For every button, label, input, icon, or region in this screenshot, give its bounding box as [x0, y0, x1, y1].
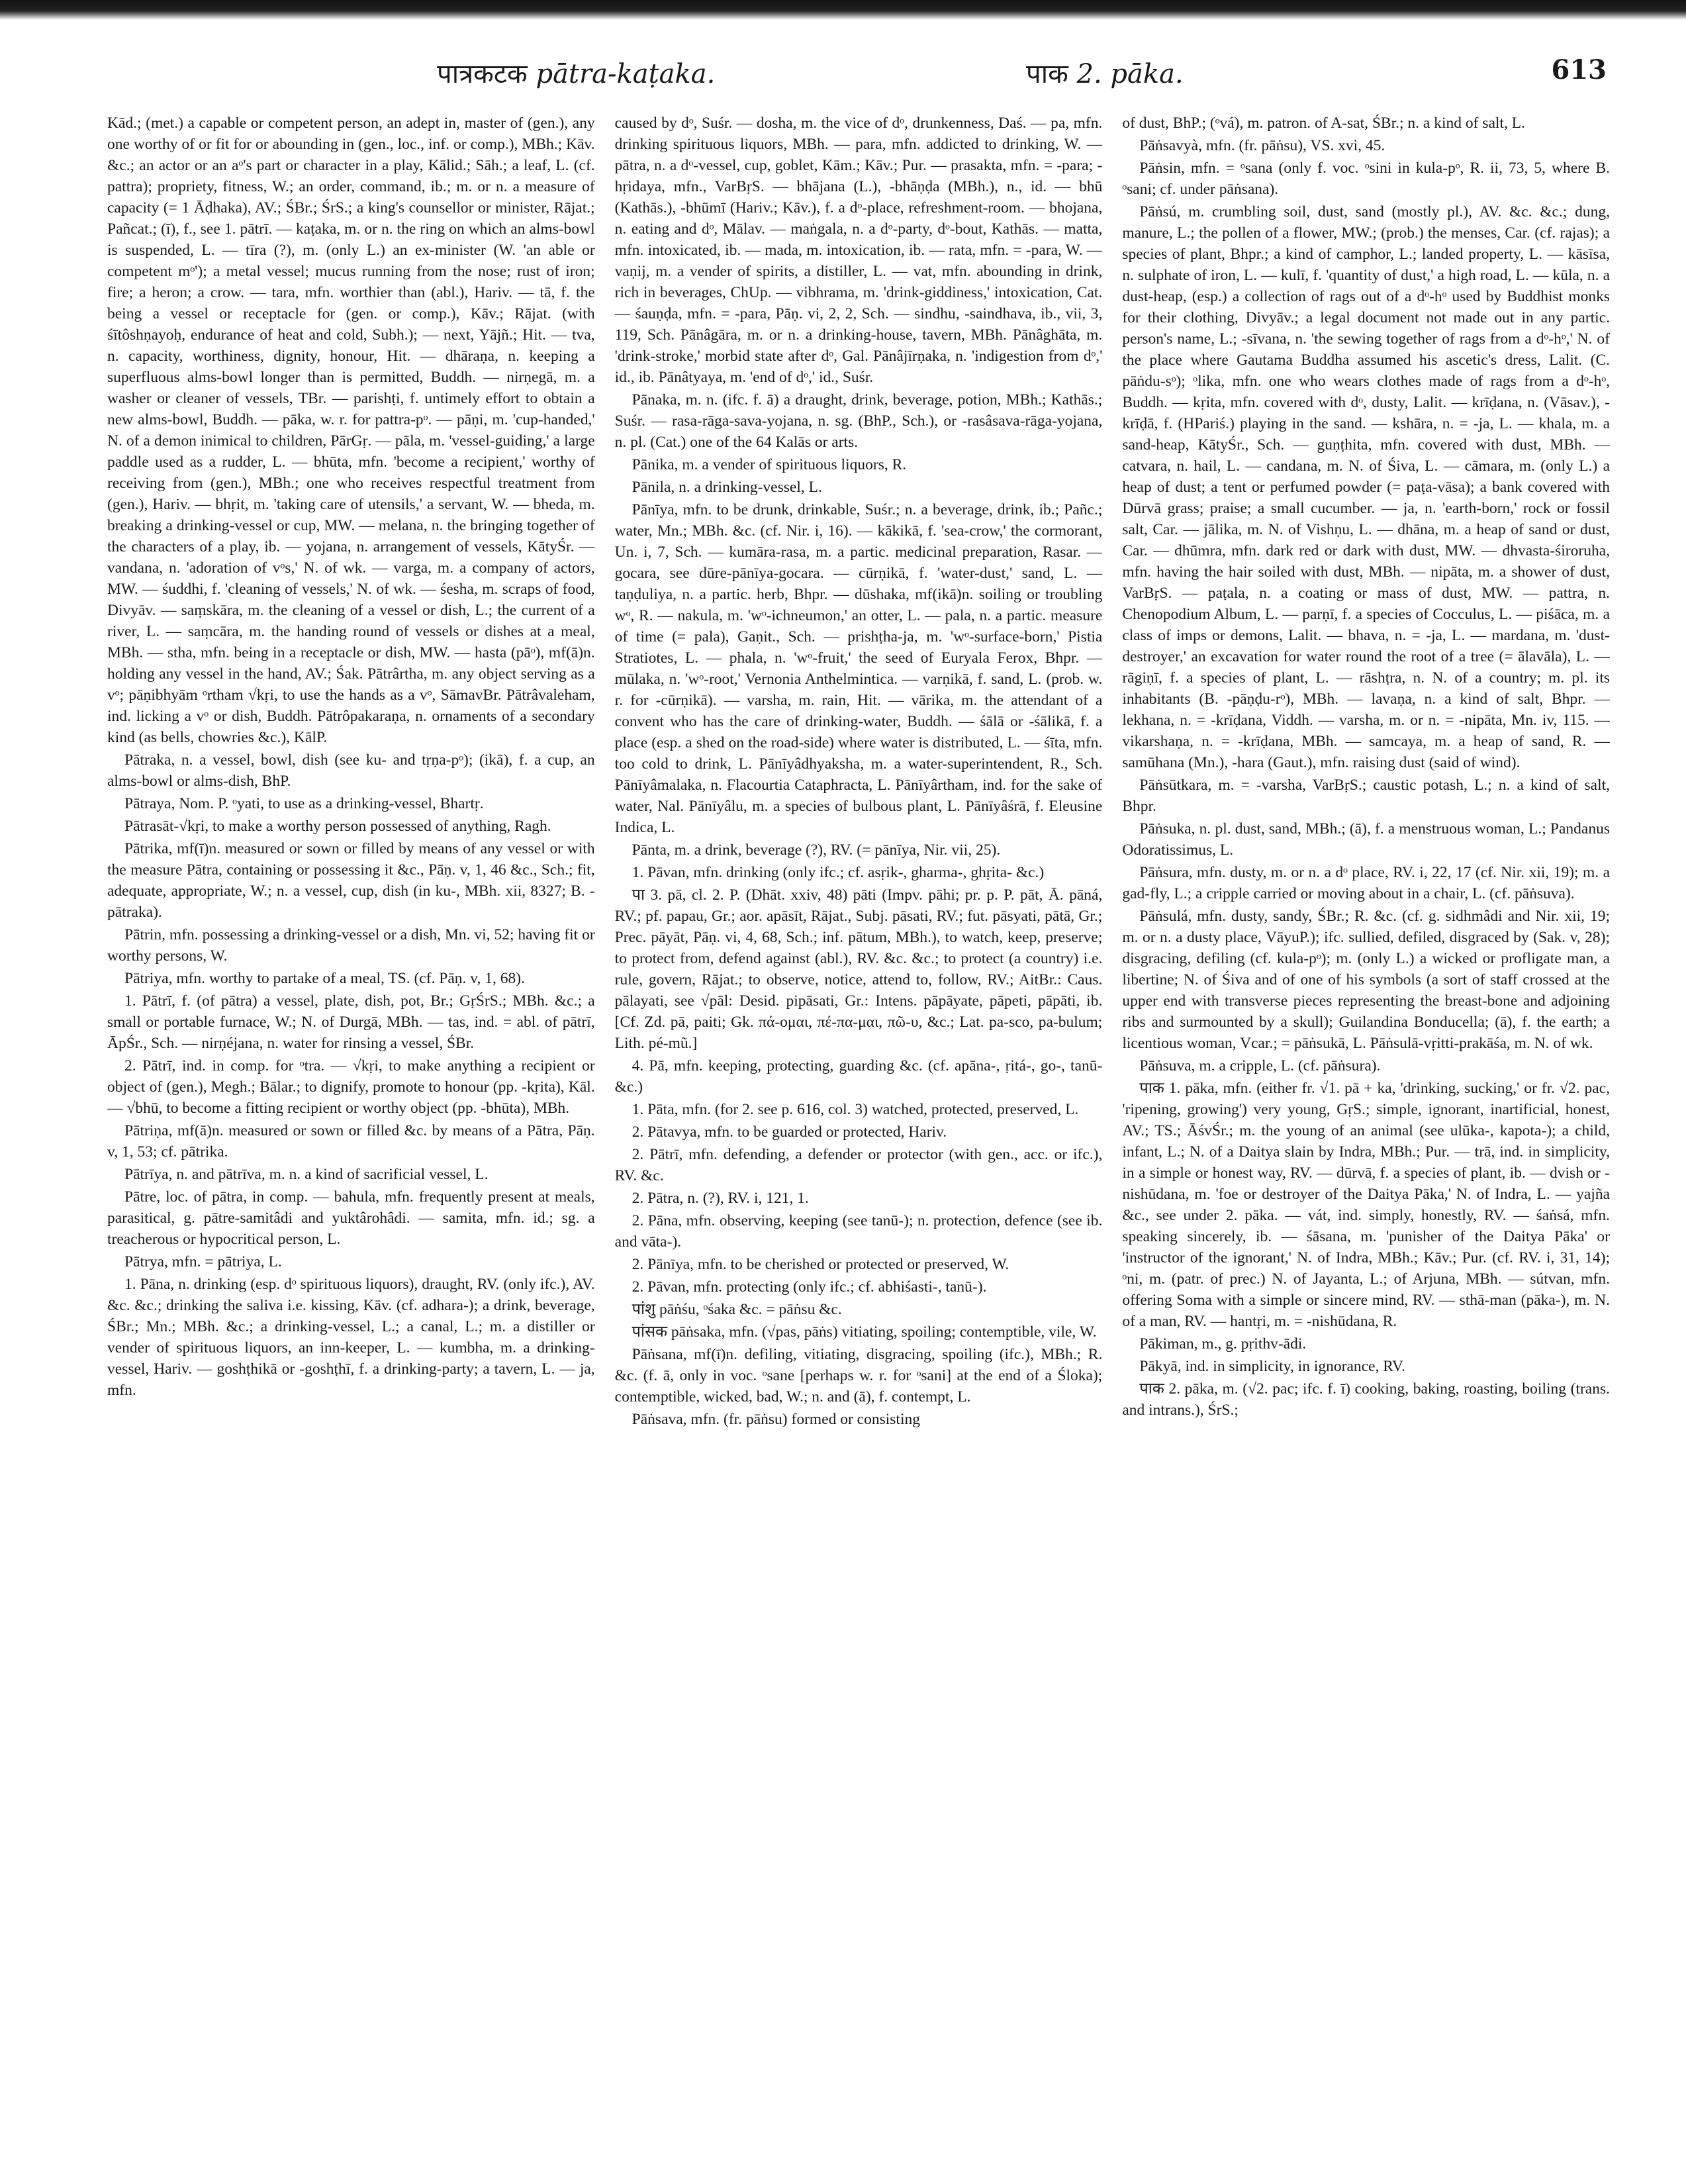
- dictionary-entry: Pāṅsin, mfn. = ᵒsana (only f. voc. ᵒsini in kula-pᵒ, R. ii, 73, 5, where B. ᵒsani; cf. under pāṅsana).: [1122, 160, 1611, 198]
- running-head-left-roman: pātra-kaṭaka.: [536, 59, 716, 89]
- dictionary-entry: पाक 1. pāka, mfn. (either fr. √1. pā + ka, 'drinking, sucking,' or fr. √2. pac, 'ripening, growing') very young, GṛS.; simple, ignorant, inartificial, honest, AV.; TS.; ĀśvŚr.; m. the young of an animal (see ulūka-, kapota-); a child, infant, L.; N. of a Daitya slain by Indra, MBh.; Pur. — trā, ind. in simplicity, in a simple or honest way, RV. — dūrvā, f. a species of plant, ib. — dvish or -nishūdana, m. 'foe or destroyer of the Daitya Pāka,' N. of Indra, L. — yajña &c., see under 2. pāka. — vát, ind. simply, honestly, RV. — śaṅsá, mfn. speaking sincerely, ib. — śāsana, m. 'punisher of the Daitya Pāka' or 'instructor of the ignorant,' N. of Indra, MBh.; Kāv.; Pur. (cf. RV. i, 31, 14); ᵒni, m. (patr. of prec.) N. of Jayanta, L.; of Arjuna, MBh. — sútvan, mfn. offering Soma with a simple or sincere mind, RV. — sthā-man (pāka-), m. N. of a man, RV. — hantṛi, m. = -nishūdana, R.: [1122, 1080, 1611, 1330]
- dictionary-entry: पांशु pāṅśu, ᵒśaka &c. = pāṅsu &c.: [632, 1301, 842, 1318]
- dictionary-entry: 4. Pā, mfn. keeping, protecting, guarding &c. (cf. apāna-, ṛitá-, go-, tanū- &c.): [614, 1057, 1103, 1096]
- running-head-left-devanagari: पात्रकटक: [437, 59, 528, 89]
- column-2: [615, 113, 1103, 2158]
- dictionary-entry: 2. Pātrī, ind. in comp. for ᵒtra. — √kṛi, to make anything a recipient or object of (gen.), Megh.; Bālar.; to dignify, promote to honour (pp. -kṛita), Kāl. — √bhū, to become a fitting recipient or worthy object (pp. -bhūta), MBh.: [107, 1057, 595, 1117]
- dictionary-entry: Pāṅsura, mfn. dusty, m. or n. a dᵒ place, RV. i, 22, 17 (cf. Nir. xii, 19); m. a gad-fly, L.; a cripple carried or moving about in a chair, L. (cf. pāṅsuva).: [1122, 864, 1611, 902]
- dictionary-entry: 2. Pāna, mfn. observing, keeping (see tanū-); n. protection, defence (see ib. and vāta-).: [614, 1212, 1103, 1251]
- dictionary-entry: Pātriṇa, mf(ā)n. measured or sown or filled &c. by means of a Pātra, Pāṇ. v, 1, 53; cf. pātrika.: [107, 1122, 595, 1161]
- dictionary-entry: Pāṅsana, mf(ī)n. defiling, vitiating, disgracing, spoiling (ifc.), MBh.; R. &c. (f. ā, only in voc. ᵒsane [perhaps w. r. for ᵒsani] at the end of a Śloka); contemptible, wicked, bad, W.; n. and (ā), f. contempt, L.: [614, 1346, 1103, 1405]
- dictionary-entry: caused by dᵒ, Suśr. — dosha, m. the vice of dᵒ, drunkenness, Daś. — pa, mfn. drinking spirituous liquors, MBh. — para, mfn. addicted to drinking, W. — pātra, n. a dᵒ-vessel, cup, goblet, Kām.; Kāv.; Pur. — prasakta, mfn. = -para; -hṛidaya, mfn., VarBṛS. — bhājana (L.), -bhāṇḍa (MBh.), n., id. — bhū (Kathās.), -bhūmī (Hariv.; Kāv.), f. a dᵒ-place, refreshment-room. — bhojana, n. eating and dᵒ, Mālav. — maṅgala, n. a dᵒ-party, dᵒ-bout, Kathās. — matta, mfn. intoxicated, ib. — mada, m. intoxication, ib. — rata, mfn. = -para, W. — vaṇij, m. a vender of spirits, a distiller, L. — vat, mfn. abounding in drink, rich in beverages, ChUp. — vibhrama, m. 'drink-giddiness,' intoxication, Cat. — śauṇḍa, mfn. = -para, Pāṇ. vi, 2, 2, Sch. — sindhu, -saindhava, ib., vii, 3, 119, Sch. Pānâgāra, m. or n. a drinking-house, tavern, MBh. Pānâghāta, m. 'drink-stroke,' morbid state after dᵒ, Gal. Pānâjīrṇaka, n. 'indigestion from dᵒ,' id., ib. Pānâtyaya, m. 'end of dᵒ,' id., Suśr.: [614, 115, 1103, 386]
- dictionary-entry: Pāṅsuka, n. pl. dust, sand, MBh.; (ā), f. a menstruous woman, L.; Pandanus Odoratissimus, L.: [1122, 820, 1611, 859]
- dictionary-entry: 2. Pātrī, mfn. defending, a defender or protector (with gen., acc. or ifc.), RV. &c.: [614, 1146, 1103, 1184]
- dictionary-entry: पांसक pāṅsaka, mfn. (√pas, pāṅs) vitiating, spoiling; contemptible, vile, W.: [632, 1323, 1097, 1341]
- dictionary-entry: Pānika, m. a vender of spirituous liquors, R.: [632, 456, 907, 473]
- dictionary-entry: Pāṅsulá, mfn. dusty, sandy, ŚBr.; R. &c. (cf. g. sidhmâdi and Nir. xii, 19; m. or n. a dusty place, VāyuP.); ifc. sullied, defiled, disgraced by (Sak. v, 28); disgracing, defiling (cf. kula-pᵒ); m. (only L.) a wicked or profligate man, a libertine; N. of Śiva and of one of his symbols (a sort of staff crossed at the upper end with transverse pieces representing the breast-bone and adjoining ribs and surmounted by a skull); Guilandina Bonducella; (ā), f. the earth; a licentious woman, Vcar.; = pāṅsukā, L. Pāṅsulā-vṛitti-prakāśa, m. N. of wk.: [1122, 908, 1611, 1052]
- dictionary-entry: Pātrīya, n. and pātrīva, m. n. a kind of sacrificial vessel, L.: [124, 1166, 489, 1183]
- dictionary-entry: Pātrin, mfn. possessing a drinking-vessel or a dish, Mn. vi, 52; having fit or worthy persons, W.: [107, 926, 595, 965]
- dictionary-entry: Pātre, loc. of pātra, in comp. — bahula, mfn. frequently present at meals, parasitical, g. pātre-samitâdi and yuktârohâdi. — samita, mfn. id.; sg. a treacherous or hypocritical person, L.: [107, 1188, 595, 1248]
- dictionary-entry: Pāṅsuva, m. a cripple, L. (cf. pāṅsura).: [1139, 1057, 1381, 1074]
- dictionary-entry: Pātraka, n. a vessel, bowl, dish (see ku- and tṛṇa-pᵒ); (ikā), f. a cup, an alms-bowl or alms-dish, BhP.: [107, 751, 595, 790]
- dictionary-entry: 2. Pātra, n. (?), RV. i, 121, 1.: [632, 1190, 809, 1207]
- dictionary-entry: Pātrika, mf(ī)n. measured or sown or filled by means of any vessel or with the measure Pātra, containing or possessing it &c., Pāṇ. v, 1, 46 &c., Sch.; fit, adequate, appropriate, W.; n. a vessel, cup, dish (in ku-, MBh. xii, 8327; B. -pātraka).: [107, 840, 595, 921]
- dictionary-entry: Pāṅsūtkara, m. = -varsha, VarBṛS.; caustic potash, L.; n. a kind of salt, Bhpr.: [1122, 777, 1611, 815]
- dictionary-entry: Pākiman, m., g. pṛithv-ādi.: [1139, 1335, 1307, 1353]
- dictionary-entry: Pānila, n. a drinking-vessel, L.: [632, 479, 822, 496]
- dictionary-entry: Pātraya, Nom. P. ᵒyati, to use as a drinking-vessel, Bhartṛ.: [124, 795, 484, 812]
- dictionary-entry: 1. Pātrī, f. (of pātra) a vessel, plate, dish, pot, Br.; GṛŚrS.; MBh. &c.; a small or portable furnace, W.; N. of Durgā, MBh. — tas, ind. = abl. of pātrī, ĀpŚr., Sch. — nirṇéjana, n. water for rinsing a vessel, ŚBr.: [107, 992, 595, 1052]
- dictionary-entry: Pātrasāt-√kṛi, to make a worthy person possessed of anything, Ragh.: [124, 818, 551, 835]
- dictionary-entry: Pānaka, m. n. (ifc. f. ā) a draught, drink, beverage, potion, MBh.; Kathās.; Suśr. — rasa-rāga-sava-yojana, n. sg. (BhP., Sch.), or -rasâsava-rāga-yojana, n. pl. (Cat.) one of the 64 Kalās or arts.: [614, 391, 1103, 451]
- running-head-center: [1026, 54, 1184, 91]
- dictionary-entry: Pākyā, ind. in simplicity, in ignorance, RV.: [1139, 1358, 1405, 1375]
- dictionary-entry: 1. Pāta, mfn. (for 2. see p. 616, col. 3) watched, protected, preserved, L.: [632, 1101, 1079, 1118]
- dictionary-entry: Pānīya, mfn. to be drunk, drinkable, Suśr.; n. a beverage, drink, ib.; Pañc.; water, Mn.; MBh. &c. (cf. Nir. i, 16). — kākikā, f. 'sea-crow,' the cormorant, Un. i, 7, Sch. — kumāra-rasa, m. a partic. medicinal preparation, Rasar. — gocara, see dūre-pānīya-gocara. — cūrṇikā, f. 'water-dust,' sand, L. — taṇḍuliya, n. a partic. herb, Bhpr. — dūshaka, mf(ikā)n. soiling or troubling wᵒ, R. — nakula, m. 'wᵒ-ichneumon,' an otter, L. — pala, n. a partic. measure of time (= pala), Gaṇit., Sch. — prishṭha-ja, m. 'wᵒ-surface-born,' Pistia Stratiotes, L. — phala, n. 'wᵒ-fruit,' the seed of Euryala Ferox, Bhpr. — mūlaka, n. 'wᵒ-root,' Vernonia Anthelmintica. — varṇikā, f. sand, L. (prob. w. r. for -cūrṇikā). — varsha, m. rain, Hit. — vārika, m. the attendant of a convent who has the care of drinking-water, Buddh. — śālā or -śālikā, f. a place (esp. a shed on the road-side) where water is distributed, L. — śīta, mfn. too cold to drink, L. Pānīyâdhyaksha, m. a water-superintendent, R., Sch. Pānīyâmalaka, n. Flacourtia Cataphracta, L. Pānīyârtham, ind. for the sake of water, Nal. Pānīyâlu, m. a species of bulbous plant, L. Pānīyâśrā, f. Eleusine Indica, L.: [614, 501, 1103, 836]
- dictionary-entry: Pānta, m. a drink, beverage (?), RV. (= pānīya, Nir. vii, 25).: [632, 841, 1001, 859]
- dictionary-entry: Pāṅsava, mfn. (fr. pāṅsu) formed or consisting: [632, 1411, 920, 1428]
- dictionary-entry: Kād.; (met.) a capable or competent person, an adept in, master of (gen.), any one worthy of or fit for or abounding in (gen., loc., inf. or comp.), MBh.; Kāv. &c.; an actor or an aᵒ's part or character in a play, Kālid.; Sāh.; a leaf, L. (cf. pattra); propriety, fitness, W.; an order, command, ib.; m. or n. a measure of capacity (= 1 Āḍhaka), AV.; ŚBr.; ŚrS.; a king's counsellor or minister, Rājat.; Pañcat.; (ī), f., see 1. pātrī. — kaṭaka, m. or n. the ring on which an alms-bowl is suspended, L. — tīra (?), m. (only L.) an ex-minister (W. 'an able or competent mᵒ'); a metal vessel; mucus running from the nose; rust of iron; fire; a heron; a crow. — tara, mfn. worthier than (abl.), Hariv. — tā, f. the being a vessel or receptacle for (gen. or comp.), Kāv.; Rājat. (with śītôshṇayoḥ, endurance of heat and cold, Subh.); — next, Yājñ.; Hit. — tva, n. capacity, worthiness, dignity, honour, Hit. — dhāraṇa, n. keeping a superfluous alms-bowl longer than is permitted, Buddh. — nirṇegā, m. a washer or cleaner of vessels, TBr. — parishṭi, f. untimely effort to obtain a new alms-bowl, Buddh. — pāka, w. r. for pattra-pᵒ. — pāṇi, m. 'cup-handed,' N. of a demon inimical to children, PārGṛ. — pāla, m. 'vessel-guiding,' a large paddle used as a rudder, L. — bhūta, mfn. 'become a recipient,' worthy of receiving from (gen.), MBh.; one who receives respectful treatment from (gen.), Hariv. — bhṛit, m. 'taking care of utensils,' a servant, W. — bheda, m. breaking a drinking-vessel or cup, MW. — melana, n. the bringing together of the characters of a play, ib. — yojana, n. arrangement of vessels, KātyŚr. — vandana, n. 'adoration of vᵒs,' N. of wk. — varga, m. a company of actors, MW. — śuddhi, f. 'cleaning of vessels,' N. of wk. — śesha, m. scraps of food, Divyāv. — saṃskāra, m. the cleaning of a vessel or dish, L.; the current of a river, L. — saṃcāra, m. the handing round of vessels or dishes at a meal, MBh. — stha, mfn. being in a receptacle or dish, MW. — hasta (pāᵒ), mf(ā)n. holding any vessel in the hand, AV.; Śak. Pātrârtha, m. any object serving as a vᵒ; pāṇibhyām ᵒrtham √kṛi, to use the hands as a vᵒ, SāmavBr. Pātrâvaleham, ind. licking a vᵒ or dish, Buddh. Pātrôpakaraṇa, n. ornaments of a secondary kind (as bells, chowries &c.), KālP.: [107, 115, 595, 746]
- dictionary-entry: 2. Pāvan, mfn. protecting (only ifc.; cf. abhiśasti-, tanū-).: [632, 1278, 987, 1296]
- running-head-center-roman: 2. pāka.: [1076, 59, 1184, 89]
- dictionary-entry: 2. Pātavya, mfn. to be guarded or protected, Hariv.: [632, 1123, 947, 1141]
- column-3: [1122, 113, 1610, 2158]
- dictionary-entry: 1. Pāvan, mfn. drinking (only ifc.; cf. asṛik-, gharma-, ghṛita- &c.): [632, 864, 1045, 881]
- running-head-left: [437, 54, 715, 91]
- running-head-center-devanagari: पाक: [1026, 59, 1068, 89]
- column-1: [107, 113, 595, 2158]
- dictionary-entry: Pāṅsavyà, mfn. (fr. pāṅsu), VS. xvi, 45.: [1139, 137, 1385, 154]
- scan-top-edge: [0, 0, 1686, 20]
- dictionary-entry: पाक 2. pāka, m. (√2. pac; ifc. f. ī) cooking, baking, roasting, boiling (trans. and intrans.), ŚrS.;: [1122, 1380, 1611, 1419]
- page-number: 613: [1551, 54, 1607, 85]
- page-header: [106, 54, 1607, 107]
- dictionary-entry: of dust, BhP.; (ᵒvá), m. patron. of A-sat, ŚBr.; n. a kind of salt, L.: [1122, 115, 1525, 132]
- dictionary-entry: Pāṅsú, m. crumbling soil, dust, sand (mostly pl.), AV. &c. &c.; dung, manure, L.; the pollen of a flower, MW.; (prob.) the menses, Car. (cf. rajas); a species of plant, Bhpr.; a kind of camphor, L.; landed property, L. — kāsīsa, n. sulphate of iron, L. — kulī, f. 'quantity of dust,' a high road, L. — kūla, n. a dust-heap, (esp.) a collection of rags out of a dᵒ-hᵒ used by Buddhist monks for their clothing, Divyāv.; a legal document not made out in any partic. person's name, L.; -sīvana, n. 'the sewing together of rags from a dᵒ-hᵒ,' N. of the place where Gautama Buddha assumed his ascetic's dress, Lalit. (C. pāṅdu-sᵒ); ᵒlika, mfn. one who wears clothes made of rags from a dᵒ-hᵒ, Buddh. — kṛita, mfn. covered with dᵒ, dusty, Lalit. — krīḍana, n. (Vāsav.), -krīḍā, f. (HPariś.) playing in the sand. — kshāra, n. = -ja, L. — khala, m. a sand-heap, KātyŚr., Sch. — guṇṭhita, mfn. covered with dust, MBh. — catvara, n. hail, L. — candana, m. N. of Śiva, L. — cāmara, m. (only L.) a heap of dust; a tent or perfumed powder (= paṭa-vāsa); a bank covered with Dūrvā grass; praise; a small cucumber. — ja, n. 'earth-born,' rock or fossil salt, Car. — jālika, m. N. of Vishṇu, L. — dhāna, m. a heap of sand or dust, Car. — dhūmra, mfn. dark red or dark with dust, MW. — dhvasta-śiroruha, mfn. having the hair soiled with dust, MBh. — nipāta, m. a shower of dust, VarBṛS. — paṭala, n. a coating or mass of dust, MW. — pattra, n. Chenopodium Album, L. — parṇī, f. a species of Cocculus, L. — piśāca, m. a class of imps or demons, Lalit. — bhava, n. = -ja, L. — mardana, m. 'dust-destroyer,' an excavation for water round the root of a tree (= ālavāla), L. — rāgiṇī, f. a species of plant, L. — rāshṭra, n. N. of a country; m. pl. its inhabitants (B. -pāṇḍu-rᵒ), MBh. — lavaṇa, n. a kind of salt, Bhpr. — lekhana, n. = -krīḍana, Viddh. — varsha, m. or n. = -nipāta, Mn. iv, 115. — vikarshaṇa, n. = -krīḍana, MBh. — samcaya, m. a heap of sand, R. — samūhana (Mn.), -hara (Gaut.), mfn. raising dust (said of wind).: [1122, 203, 1611, 771]
- dictionary-columns: [107, 113, 1610, 2158]
- dictionary-entry: 1. Pāna, n. drinking (esp. dᵒ spirituous liquors), draught, RV. (only ifc.), AV. &c. &c.; drinking the saliva i.e. kissing, Kāv. (cf. adhara-); a drink, beverage, ŚBr.; Mn.; MBh. &c.; a drinking-vessel, L.; a canal, L.; m. a distiller or vender of spirituous liquors, an inn-keeper, L. — kumbha, m. a drinking-vessel, Hariv. — goshṭhikā or -goshṭhī, f. a drinking-party; a tavern, L. — ja, mfn.: [107, 1276, 595, 1399]
- dictionary-entry: Pātriya, mfn. worthy to partake of a meal, TS. (cf. Pāṇ. v, 1, 68).: [124, 970, 525, 987]
- dictionary-entry: 2. Pānīya, mfn. to be cherished or protected or preserved, W.: [632, 1256, 1009, 1273]
- dictionary-entry: Pātrya, mfn. = pātriya, L.: [124, 1253, 282, 1270]
- dictionary-entry: पा 3. pā, cl. 2. P. (Dhāt. xxiv, 48) pāti (Impv. pāhi; pr. p. P. pāt, Ā. pāná, RV.; pf. papau, Gr.; aor. apāsīt, Rājat., Subj. pāsati, RV.; fut. pāsyati, pātā, Gr.; Prec. pāyāt, Pāṇ. vi, 4, 68, Sch.; inf. pātum, MBh.), to watch, keep, preserve; to protect from, defend against (abl.), RV. &c. &c.; to protect (a country) i.e. rule, govern, Rājat.; to observe, notice, attend to, follow, RV.; AitBr.: Caus. pālayati, see √pāl: Desid. pipāsati, Gr.: Intens. pāpāyate, pāpeti, pāpāti, ib. [Cf. Zd. pā, paiti; Gk. πά-ομαι, πέ-πα-μαι, πῶ-υ, &c.; Lat. pa-sco, pa-bulum; Lith. pé-mũ.]: [614, 886, 1103, 1052]
